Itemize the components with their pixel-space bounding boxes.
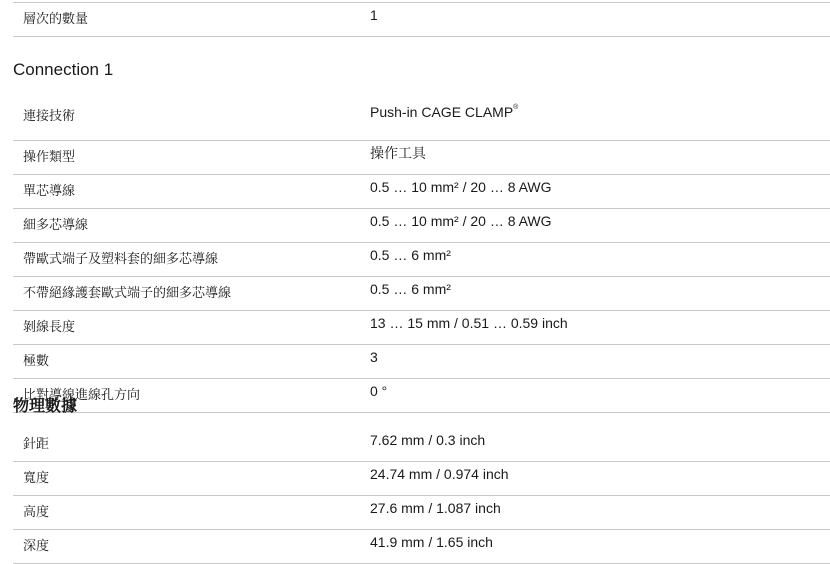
table-row — [13, 428, 830, 462]
spec-value: 操作工具 — [369, 141, 830, 175]
spec-label: 連接技術 — [13, 93, 369, 141]
spec-label: 寬度 — [13, 462, 369, 496]
spec-value: 24.74 mm / 0.974 inch — [369, 462, 830, 496]
spec-label: 細多芯導線 — [13, 209, 369, 243]
table-row — [13, 379, 830, 413]
spec-label: 操作類型 — [13, 141, 369, 175]
section-title-physical: 物理數據 — [13, 396, 78, 415]
table-row — [13, 175, 830, 209]
spec-value: 27.6 mm / 1.087 inch — [369, 496, 830, 530]
spec-label: 帶歐式端子及塑料套的細多芯導線 — [13, 243, 369, 277]
table-row — [13, 345, 830, 379]
connection-table — [13, 93, 830, 413]
spec-label: 單芯導線 — [13, 175, 369, 209]
table-row — [13, 209, 830, 243]
physical-table — [13, 428, 830, 564]
spec-value: 3 — [369, 345, 830, 379]
spec-label: 極數 — [13, 345, 369, 379]
spec-label: 剝線長度 — [13, 311, 369, 345]
spec-label: 高度 — [13, 496, 369, 530]
spec-value: 0.5 … 6 mm² — [369, 277, 830, 311]
spec-value: 13 … 15 mm / 0.51 … 0.59 inch — [369, 311, 830, 345]
spec-value: 0.5 … 10 mm² / 20 … 8 AWG — [369, 175, 830, 209]
table-row — [13, 311, 830, 345]
table-row — [13, 93, 830, 141]
spec-value: 41.9 mm / 1.65 inch — [369, 530, 830, 564]
spec-label: 不帶絕緣護套歐式端子的細多芯導線 — [13, 277, 369, 311]
table-row — [13, 496, 830, 530]
spec-label: 層次的數量 — [13, 3, 369, 37]
spec-value: 0.5 … 10 mm² / 20 … 8 AWG — [369, 209, 830, 243]
spec-value: 1 — [369, 3, 830, 37]
table-row — [13, 141, 830, 175]
spec-label: 針距 — [13, 428, 369, 462]
spec-value: 7.62 mm / 0.3 inch — [369, 428, 830, 462]
section-title-connection: Connection 1 — [13, 60, 114, 79]
table-row — [13, 530, 830, 564]
spec-value-text: Push-in CAGE CLAMP — [370, 104, 514, 120]
levels-table — [13, 2, 830, 37]
spec-value — [369, 93, 830, 141]
spec-label: 深度 — [13, 530, 369, 564]
table-row — [13, 243, 830, 277]
table-row — [13, 277, 830, 311]
registered-mark: ® — [513, 104, 519, 111]
spec-value: 0.5 … 6 mm² — [369, 243, 830, 277]
spec-value: 0 ° — [369, 379, 830, 413]
spec-label: 比對導線進線孔方向 — [13, 379, 369, 413]
table-row — [13, 462, 830, 496]
table-row — [13, 3, 830, 37]
